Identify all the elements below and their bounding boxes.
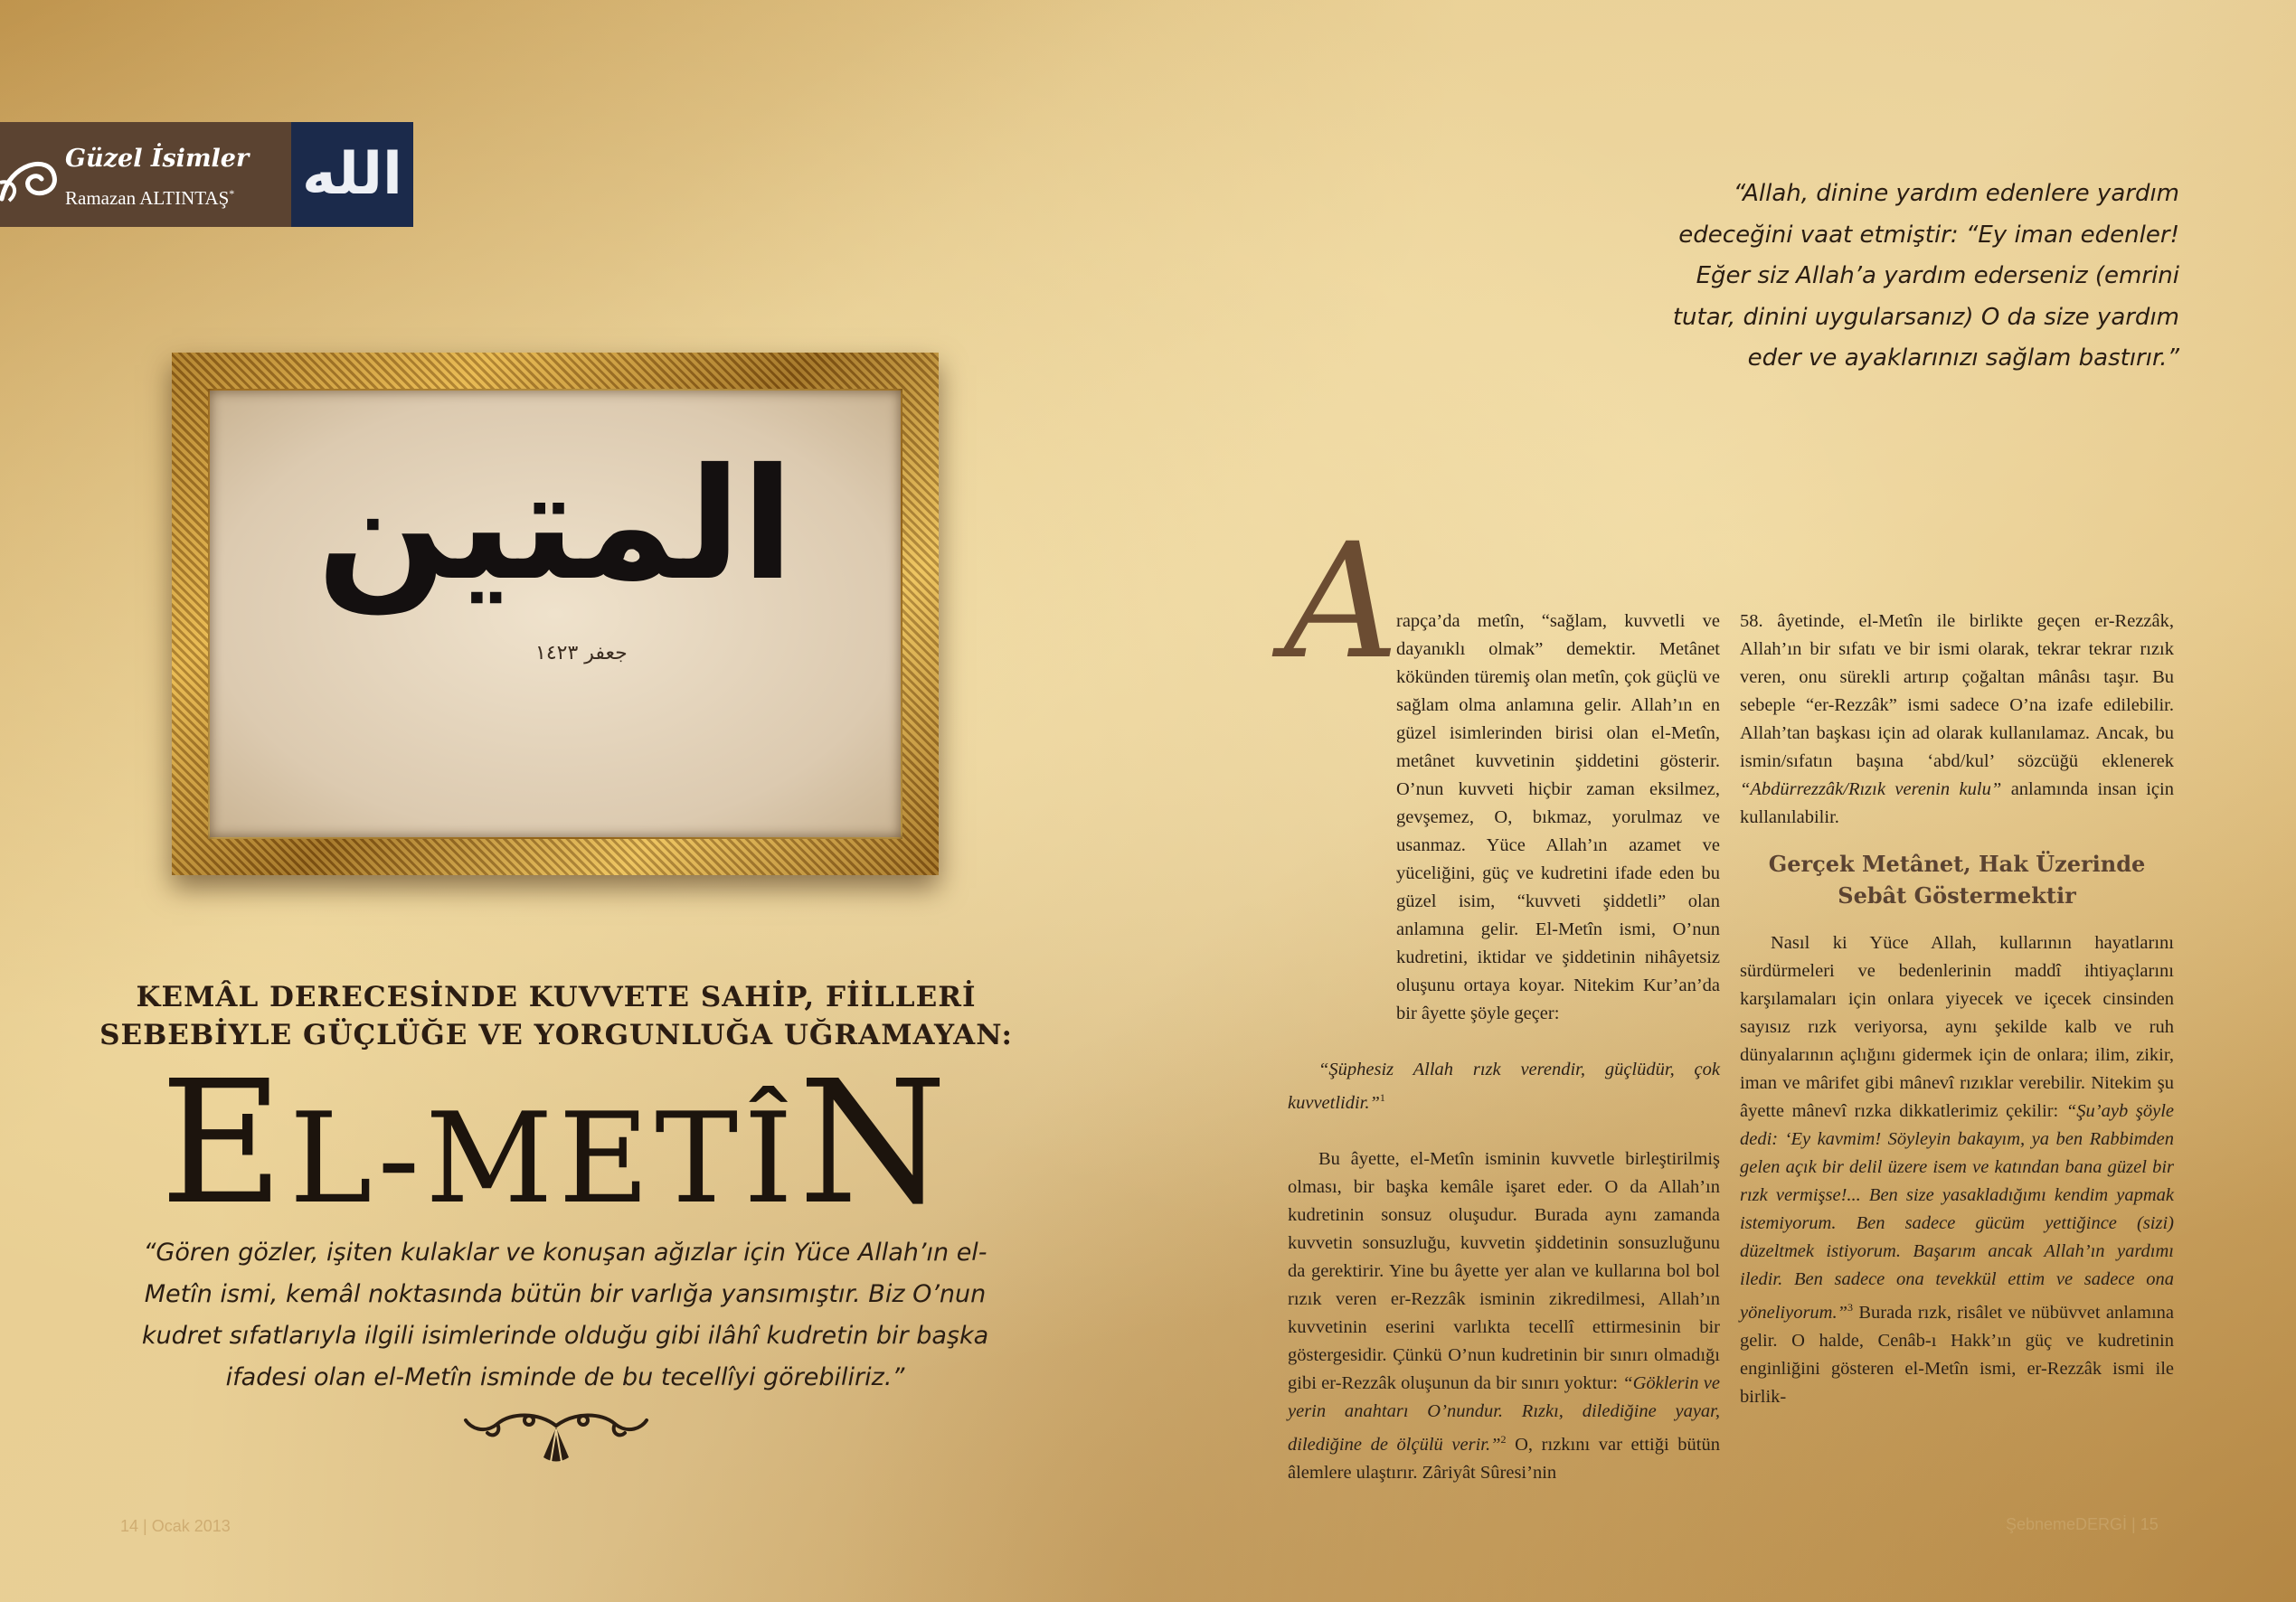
pull-quote: “Allah, dinine yardım edenlere yardım edeceğini vaat etmiştir: “Ey iman edenler! Eğer siz Allah’a yardım ederseniz (emrini tutar, dinini uygularsanız) O da size yardım eder ve ayaklarınızı sağlam bastırır.” [1672,180,2179,372]
flourish-ornament-icon [457,1408,656,1471]
page-number-left: 14 | Ocak 2013 [120,1517,231,1535]
subtitle-line-1: KEMÂL DERECESİNDE KUVVETE SAHİP, FİİLLERİ [136,981,977,1013]
title-middle: L-METÎ [288,1086,798,1231]
page-number-right: ŞebnemeDERGİ | 15 [2006,1515,2159,1533]
subtitle-line-2: SEBEBİYLE GÜÇLÜĞE VE YORGUNLUĞA UĞRAMAYAN: [99,1019,1013,1051]
allah-logo [291,122,413,227]
subtitle [99,978,1013,1054]
section-title: Güzel İsimler [65,145,250,173]
page-title [81,1044,1031,1245]
calligraphy-canvas [210,391,901,837]
subheading-line-2: Sebât Göstermektir [1838,882,2076,909]
paragraph-3: 58. âyetinde, el-Metîn ile birlikte geçen er-Rezzâk, Allah’ın bir sıfatı ve bir ismi olarak, tekrar tekrar rızık veren, onu sürekli artırıp çoğaltan mânâsı taşır. Bu sebeple “er-Rezzâk” ismi sadece O’na izafe edilebilir. Allah’tan başkası için ad olarak kullanılamaz. Ancak, bu ismin/sıfatın başına ‘abd/kul’ sözcüğü eklenerek “Abdürrezzâk/Rızık verenin kulu” anlamında insan için kullanılabilir. [1740,611,2174,827]
intro-quote: “Gören gözler, işiten kulaklar ve konuşan ağızlar için Yüce Allah’ın el-Metîn ismi, kemâl noktasında bütün bir varlığa yansımıştır. Biz O’nun kudret sıfatlarıyla ilgili isimlerinde olduğu gibi ilâhî kudretin bir başka ifadesi olan el-Metîn isminde de bu tecellîyi görebiliriz.” [141,1239,989,1391]
author-name: Ramazan ALTINTAŞ* [65,187,235,209]
drop-cap: A [1284,509,1400,694]
article-column-1 [1288,608,1720,1487]
el-metin-calligraphy: المتين [317,436,794,615]
title-final: N [798,1044,953,1242]
calligrapher-signature: جعفر ١٤٢٣ [535,642,628,664]
title-initial: E [159,1044,289,1242]
section-subheading [1740,848,2174,911]
paragraph-4: Nasıl ki Yüce Allah, kullarının hayatlarını sürdürmeleri ve bedenlerinin maddî ihtiyaçlarını karşılamaları için onlara yiyecek ve içecek cinsinden sayısız rızk veriyorsa, aynı şekilde kalb ve ruh dünyalarının açlığını gidermek için de onlara; ilim, zikir, iman ve mârifet gibi mânevî rızıklar verebilir. Nitekim şu âyette mânevî rızka dikkatlerimiz çekilir: “Şu’ayb şöyle dedi: ‘Ey kavmim! Söyleyin bakayım, ya ben Rabbimden gelen açık bir delil üzere isem ve katından bana güzel bir rızk vermişse!... Ben size yasakladığımı kendim yapmak istemiyorum. Ben sadece gücüm yettiğince (sizi) düzeltmek istiyorum. Başarım ancak Allah’ın yardımı iledir. Ben sadece ona tevekkül ettim ve sadece ona yöneliyorum.”$^3$ Burada rızk, risâlet ve nübüvvet anlamına gelir. O halde, Cenâb-ı Hakk’ın güç ve kudretinin enginliğini gösteren el-Metîn ismi, er-Rezzâk ismi ile birlik- [1740,933,2174,1407]
article-column-2 [1740,608,2174,1411]
verse-quote: “Şüphesiz Allah rızk verendir, güçlüdür, çok kuvvetlidir.”$^1$ [1288,1060,1720,1113]
gilded-frame [172,353,939,875]
allah-calligraphy-icon: الله [302,141,402,208]
subheading-line-1: Gerçek Metânet, Hak Üzerinde [1768,851,2146,877]
paragraph-1: rapça’da metîn, “sağlam, kuvvetli ve dayanıklı olmak” demektir. Metânet kökünden türemiş olan metîn, çok güçlü ve sağlam olma anlamına gelir. Allah’ın en güzel isimlerinden birisi olan el-Metîn, metânet kuvvetinin şiddetini gösterir. O’nun kuvveti hiçbir zaman eksilmez, gevşemez, O, bıkmaz, yorulmaz ve usanmaz. Yüce Allah’ın azamet ve yüceliğini, güç ve kudretini ifade eden bu güzel isim, “kuvveti şiddetli” olan anlamına gelir. El-Metîn ismi, O’nun kudretini, iktidar ve şiddetinin nihâyetsiz oluşunu ortaya koyar. Nitekim Kur’an’da bir âyette şöyle geçer: [1396,611,1720,1023]
paragraph-2: Bu âyette, el-Metîn isminin kuvvetle birleştirilmiş olması, bir başka kemâle işaret eder. O da Allah’ın kudretinin sonsuz oluşudur. Burada aynı zamanda kuvvetin sonsuzluğu, kuvvetin şiddetinin sonsuzluğunu da gerektirir. Yine bu âyette yer alan ve kullarına bol bol rızık veren er-Rezzâk isminin zikredilmesi, Allah’ın kuvvetinin eserini varlıkta tecellî ettirmesinin bir göstergesidir. Çünkü O’nun kudretinin bir sınırı olmadığı gibi er-Rezzâk oluşunun da bir sınırı yoktur: “Göklerin ve yerin anahtarı O’nundur. Rızkı, dilediğine yayar, dilediğine de ölçülü verir.”$^2$ O, rızkını var ettiği bütün âlemlere ulaştırır. Zâriyât Sûresi’nin [1288,1148,1720,1483]
swirl-ornament-icon [0,136,63,217]
